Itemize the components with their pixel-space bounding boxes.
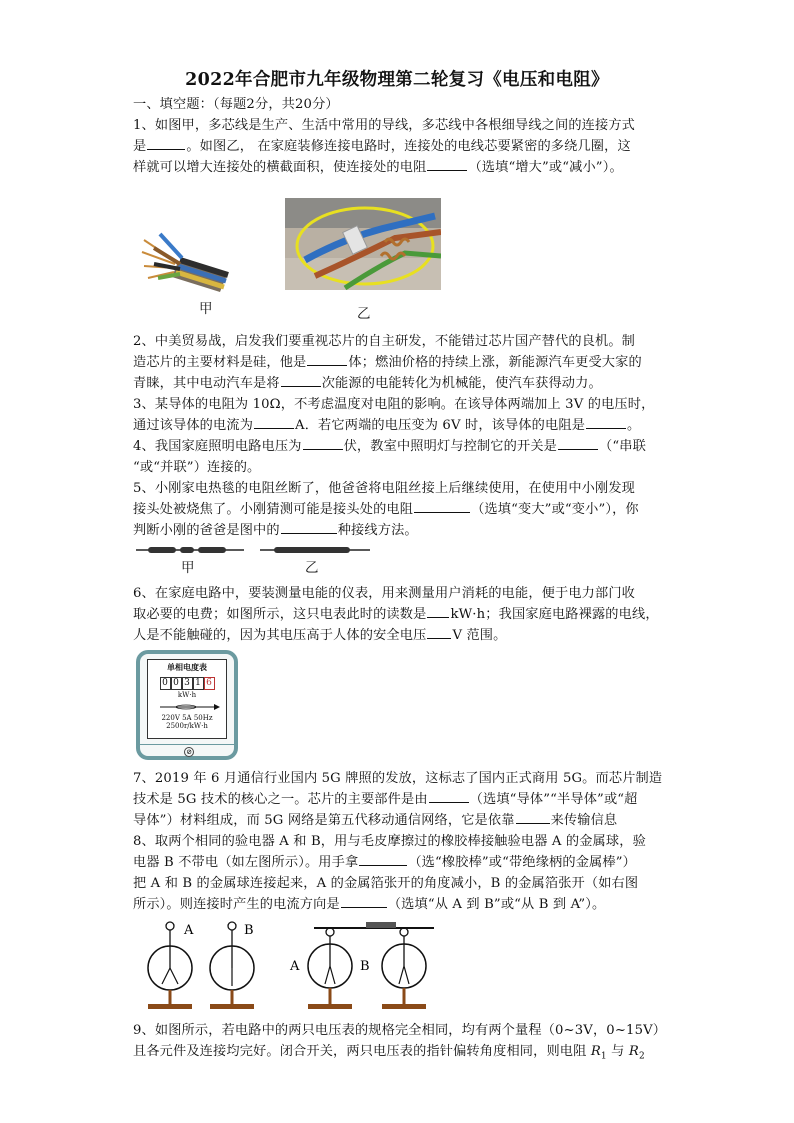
connected-electroscopes xyxy=(308,922,434,1009)
answer-blank[interactable] xyxy=(427,157,467,171)
answer-blank[interactable] xyxy=(281,373,321,387)
section-heading: 一、填空题：（每题2分，共20分） xyxy=(133,97,339,112)
electroscope-label-a: A xyxy=(184,923,194,938)
q1-line3: 样就可以增大连接处的横截面积，使连接处的电阻 （选填“增大”或“减小”）。 xyxy=(133,157,663,178)
q9-line2: 且各元件及连接均完好。闭合开关，两只电压表的指针偏转角度相同，则电阻 $R_1$ 与 $R_2$ xyxy=(133,1044,645,1062)
electroscope-label-a: A xyxy=(290,959,300,974)
answer-blank[interactable] xyxy=(303,436,343,450)
meter-digit: 1 xyxy=(193,677,204,690)
answer-blank[interactable] xyxy=(516,810,550,824)
answer-blank[interactable] xyxy=(414,499,470,513)
electroscope-label-b: B xyxy=(244,923,254,938)
meter-spec-rating: 220V 5A 50Hz xyxy=(161,714,213,722)
q2-line1: 2、中美贸易战，启发我们要重视芯片的自主研发，不能错过芯片国产替代的良机。制 xyxy=(133,334,636,349)
splice-jia xyxy=(136,547,244,553)
electric-meter xyxy=(136,650,238,760)
meter-digit-decimal: 6 xyxy=(204,677,215,690)
q2-line3: 青睐，其中电动汽车是将 次能源的电能转化为机械能，使汽车获得动力。 xyxy=(133,373,663,394)
meter-disc-arrow xyxy=(148,701,226,713)
cable-illustration xyxy=(142,234,228,292)
q1-line2: 是 。如图乙， 在家庭装修连接电路时，连接处的电线芯要紧密的多绕几圈，这 xyxy=(133,136,663,157)
splice-methods-figure xyxy=(134,542,374,558)
q7-line2: 技术是 5G 技术的核心之一。芯片的主要部件是由 （选填“导体”“半导体”或“超 xyxy=(133,789,663,810)
splice-yi xyxy=(260,547,370,553)
electroscope-figure xyxy=(134,918,454,1016)
q1-line1: 1、如图甲，多芯线是生产、生活中常用的导线，多芯线中各根细导线之间的连接方式 xyxy=(133,118,636,133)
answer-blank[interactable] xyxy=(586,415,626,429)
terminal-screw-icon: ⊘ xyxy=(184,747,194,757)
q8-line3: 把 A 和 B 的金属球连接起来，A 的金属箔张开的角度减小，B 的金属箔张开（如右图 xyxy=(133,876,639,891)
q9-line1: 9、如图所示，若电路中的两只电压表的规格完全相同，均有两个量程（0~3V，0~15V） xyxy=(133,1023,667,1038)
q6-line2: 取必要的电费；如图所示，这只电表此时的读数是 kW·h；我国家庭电路裸露的电线， xyxy=(133,604,663,625)
q8-line4: 所示）。则连接时产生的电流方向是 （选填“从 A 到 B”或“从 B 到 A”）。 xyxy=(133,894,663,915)
figure-caption-jia: 甲 xyxy=(181,560,195,576)
meter-digit: 3 xyxy=(182,677,193,690)
answer-blank[interactable] xyxy=(281,520,337,534)
meter-face xyxy=(147,659,227,739)
q4-line2: “或“并联”）连接的。 xyxy=(133,460,261,475)
q6-line1: 6、在家庭电路中，要装测量电能的仪表，用来测量用户消耗的电能，便于电力部门收 xyxy=(133,586,636,601)
q8-line1: 8、取两个相同的验电器 A 和 B，用与毛皮摩擦过的橡胶棒接触验电器 A 的金属球，验 xyxy=(133,834,646,849)
wire-splice-photo xyxy=(285,198,441,290)
answer-blank[interactable] xyxy=(427,625,451,639)
multicore-cable-figure xyxy=(138,222,238,292)
q3-line2: 通过该导体的电流为 A．若它两端的电压变为 6V 时，该导体的电阻是 。 xyxy=(133,415,663,436)
answer-blank[interactable] xyxy=(341,894,387,908)
figure-caption-yi: 乙 xyxy=(357,306,371,322)
q7-line1: 7、2019 年 6 月通信行业国内 5G 牌照的发放，这标志了国内正式商用 5G。而芯片制造 xyxy=(133,771,663,786)
answer-blank[interactable] xyxy=(427,604,449,618)
meter-name: 单相电度表 xyxy=(167,662,207,672)
q6-line3: 人是不能触碰的，因为其电压高于人体的安全电压 V 范围。 xyxy=(133,625,663,646)
q8-line2: 电器 B 不带电（如左图所示）。用手拿 （选“橡胶棒”或“带绝缘柄的金属棒”） xyxy=(133,852,663,873)
answer-blank[interactable] xyxy=(558,436,598,450)
electroscope-label-b: B xyxy=(360,959,370,974)
answer-blank[interactable] xyxy=(359,852,407,866)
answer-blank[interactable] xyxy=(254,415,294,429)
q7-line3: 导体”）材料组成，而 5G 网络是第五代移动通信网络，它是依靠 来传输信息 xyxy=(133,810,663,831)
meter-digits xyxy=(148,677,226,690)
page-title: 2022年合肥市九年级物理第二轮复习《电压和电阻》 xyxy=(185,70,609,90)
meter-digit: 0 xyxy=(171,677,182,690)
answer-blank[interactable] xyxy=(429,789,469,803)
answer-blank[interactable] xyxy=(147,136,185,150)
q5-line1: 5、小刚家电热毯的电阻丝断了，他爸爸将电阻丝接上后继续使用，在使用中小刚发现 xyxy=(133,481,636,496)
meter-digit: 0 xyxy=(160,677,171,690)
q5-line3: 判断小刚的爸爸是图中的 种接线方法。 xyxy=(133,520,663,541)
q4-line1: 4、我国家庭照明电路电压为 伏，教室中照明灯与控制它的开关是 （“串联 xyxy=(133,436,663,457)
q2-line2: 造芯片的主要材料是硅，他是 体；燃油价格的持续上涨，新能源汽车更受大家的 xyxy=(133,352,663,373)
q3-line1: 3、某导体的电阻为 10Ω，不考虑温度对电阻的影响。在该导体两端加上 3V 的电压时， xyxy=(133,397,655,412)
figure-caption-jia: 甲 xyxy=(199,301,213,317)
meter-unit: kW·h xyxy=(177,691,197,699)
answer-blank[interactable] xyxy=(307,352,347,366)
meter-spec-constant: 2500r/kW·h xyxy=(166,722,208,730)
q5-line2: 接头处被烧焦了。小刚猜测可能是接头处的电阻 （选填“变大”或“变小”），你 xyxy=(133,499,663,520)
figure-caption-yi: 乙 xyxy=(305,560,319,576)
